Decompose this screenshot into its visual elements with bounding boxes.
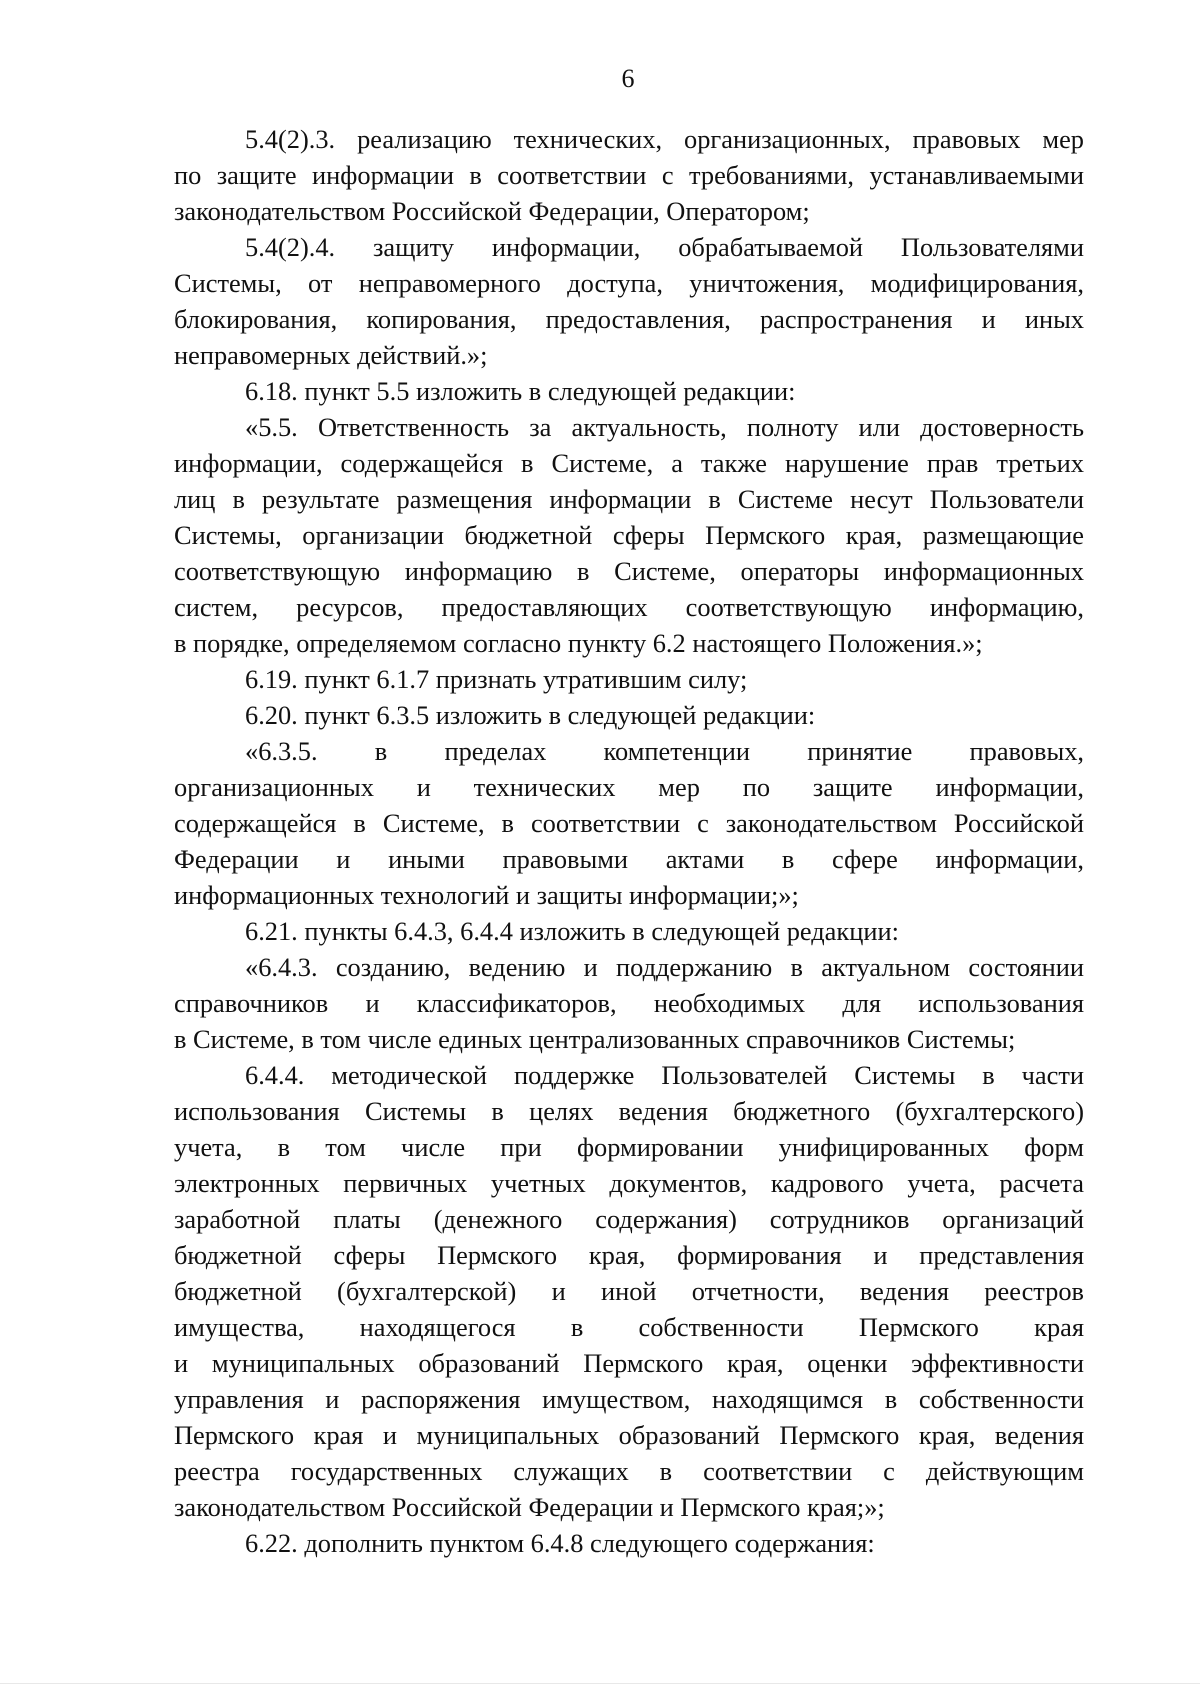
text-line: «6.3.5. в пределах компетенции принятие правовых, — [245, 736, 1084, 766]
text-line: учета, в том числе при формировании унифицированных форм — [174, 1132, 1084, 1162]
text-line: блокирования, копирования, предоставления, распространения и иных — [174, 304, 1084, 334]
text-line: имущества, находящегося в собственности Пермского края — [174, 1312, 1084, 1342]
paragraph-6-19 — [174, 661, 1084, 697]
text-line: 6.18. пункт 5.5 изложить в следующей редакции: — [245, 376, 796, 406]
page-number: 6 — [621, 64, 635, 93]
text-line: электронных первичных учетных документов, кадрового учета, расчета — [174, 1168, 1084, 1198]
text-line: лиц в результате размещения информации в Системе несут Пользователи — [174, 484, 1084, 514]
text-line: использования Системы в целях ведения бюджетного (бухгалтерского) — [174, 1096, 1084, 1126]
paragraph-6-4-4 — [174, 1057, 1084, 1525]
text-line: информации, содержащейся в Системе, а также нарушение прав третьих — [174, 448, 1084, 478]
text-line: реестра государственных служащих в соответствии с действующим — [174, 1456, 1084, 1486]
text-line: 5.4(2).3. реализацию технических, организационных, правовых мер — [245, 124, 1084, 154]
text-line: в Системе, в том числе единых централизованных справочников Системы; — [174, 1024, 1016, 1054]
text-line: заработной платы (денежного содержания) сотрудников организаций — [174, 1204, 1084, 1234]
text-line: 6.4.4. методической поддержке Пользователей Системы в части — [245, 1060, 1084, 1090]
text-line: соответствующую информацию в Системе, операторы информационных — [174, 556, 1084, 586]
text-line: Пермского края и муниципальных образований Пермского края, ведения — [174, 1420, 1084, 1450]
text-line: 6.22. дополнить пунктом 6.4.8 следующего содержания: — [245, 1528, 875, 1558]
text-line: Федерации и иными правовыми актами в сфере информации, — [174, 844, 1084, 874]
text-line: управления и распоряжения имуществом, находящимся в собственности — [174, 1384, 1084, 1414]
text-line: информационных технологий и защиты информации;»; — [174, 880, 799, 910]
paragraph-6-18 — [174, 373, 1084, 409]
text-line: в порядке, определяемом согласно пункту 6.2 настоящего Положения.»; — [174, 628, 983, 658]
text-line: неправомерных действий.»; — [174, 340, 488, 370]
text-line: организационных и технических мер по защите информации, — [174, 772, 1084, 802]
text-line: законодательством Российской Федерации, Оператором; — [174, 196, 810, 226]
document-body — [174, 121, 1084, 1561]
text-line: систем, ресурсов, предоставляющих соответствующую информацию, — [174, 592, 1084, 622]
text-line: бюджетной (бухгалтерской) и иной отчетности, ведения реестров — [174, 1276, 1084, 1306]
paragraph-6-3-5 — [174, 733, 1084, 913]
text-line: и муниципальных образований Пермского края, оценки эффективности — [174, 1348, 1084, 1378]
paragraph-6-20 — [174, 697, 1084, 733]
text-line: «5.5. Ответственность за актуальность, полноту или достоверность — [245, 412, 1084, 442]
text-line: 6.19. пункт 6.1.7 признать утратившим силу; — [245, 664, 748, 694]
paragraph-5-4-2-3 — [174, 121, 1084, 229]
paragraph-5-4-2-4 — [174, 229, 1084, 373]
text-line: 5.4(2).4. защиту информации, обрабатываемой Пользователями — [245, 232, 1084, 262]
paragraph-6-22 — [174, 1525, 1084, 1561]
paragraph-6-21 — [174, 913, 1084, 949]
text-line: Системы, от неправомерного доступа, уничтожения, модифицирования, — [174, 268, 1084, 298]
text-line: бюджетной сферы Пермского края, формирования и представления — [174, 1240, 1084, 1270]
text-line: законодательством Российской Федерации и Пермского края;»; — [174, 1492, 885, 1522]
text-line: 6.20. пункт 6.3.5 изложить в следующей редакции: — [245, 700, 816, 730]
paragraph-6-4-3 — [174, 949, 1084, 1057]
paragraph-5-5 — [174, 409, 1084, 661]
text-line: содержащейся в Системе, в соответствии с законодательством Российской — [174, 808, 1084, 838]
text-line: «6.4.3. созданию, ведению и поддержанию в актуальном состоянии — [245, 952, 1084, 982]
text-line: справочников и классификаторов, необходимых для использования — [174, 988, 1084, 1018]
text-line: Системы, организации бюджетной сферы Пермского края, размещающие — [174, 520, 1084, 550]
text-line: 6.21. пункты 6.4.3, 6.4.4 изложить в следующей редакции: — [245, 916, 899, 946]
text-line: по защите информации в соответствии с требованиями, устанавливаемыми — [174, 160, 1084, 190]
